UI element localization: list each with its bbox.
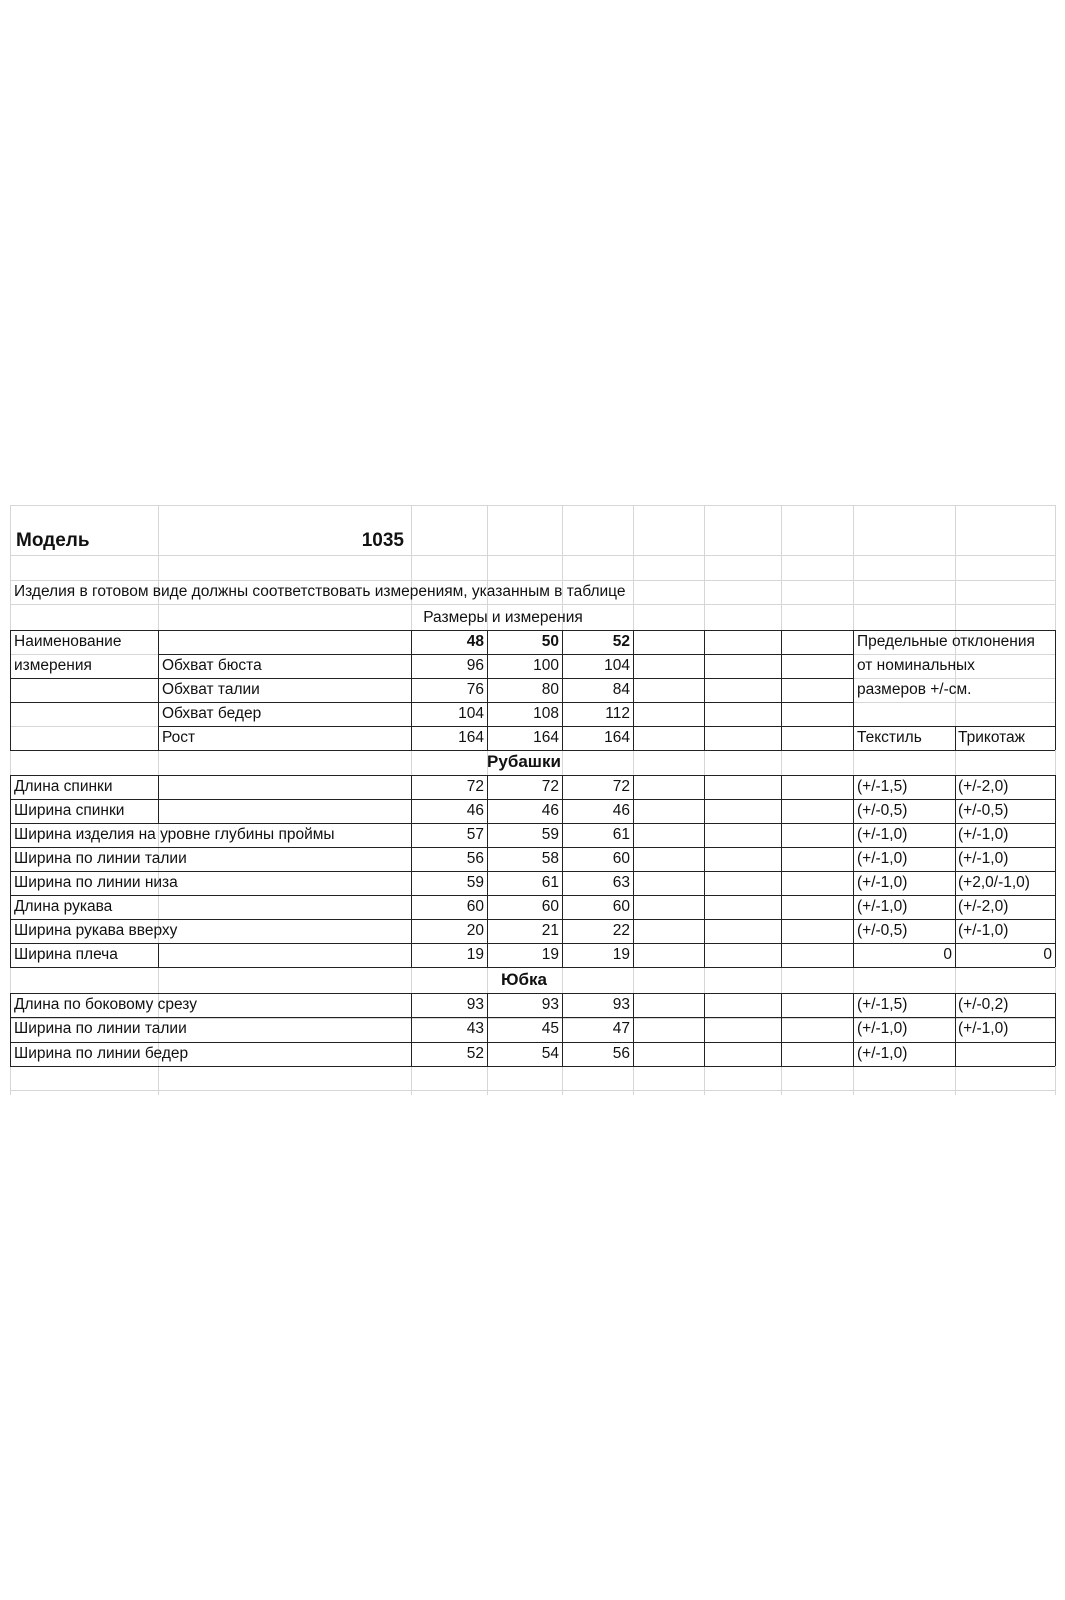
knit-tolerance: (+/-0,5): [958, 801, 1009, 819]
measure-row-label: Ширина спинки: [14, 801, 125, 819]
measure-row-label: Ширина по линии низа: [14, 873, 178, 891]
measure-row-value: 19: [466, 945, 484, 963]
measure-row-value: 61: [612, 825, 630, 843]
grid-line-vertical: [158, 943, 159, 967]
measure-row-value: 52: [466, 1044, 484, 1062]
size-column-header: 50: [541, 632, 559, 650]
grid-line-horizontal: [158, 726, 1055, 727]
measure-row-value: 45: [541, 1020, 559, 1038]
measure-row-value: 60: [541, 897, 559, 915]
body-measure-value: 164: [533, 728, 559, 746]
grid-line-vertical: [158, 775, 159, 799]
body-measure-value: 96: [466, 656, 484, 674]
grid-line-horizontal: [10, 943, 1055, 944]
measure-row-value: 63: [612, 873, 630, 891]
body-measure-value: 80: [541, 680, 559, 698]
measure-row-value: 46: [612, 801, 630, 819]
grid-line-horizontal: [10, 580, 1055, 581]
grid-line-vertical: [853, 630, 854, 750]
measure-row-label: Ширина по линии бедер: [14, 1044, 189, 1062]
grid-line-horizontal: [10, 967, 1055, 968]
knit-tolerance: (+/-0,2): [958, 995, 1009, 1013]
grid-line-horizontal: [10, 993, 1055, 994]
grid-line-horizontal: [10, 871, 1055, 872]
sizes-header: Размеры и измерения: [423, 608, 583, 626]
tolerance-header-line3: размеров +/-см.: [857, 680, 972, 698]
grid-line-horizontal: [10, 505, 1055, 506]
body-measure-value: 164: [458, 728, 484, 746]
model-number: 1035: [361, 530, 404, 551]
measure-row-label: Длина спинки: [14, 777, 113, 795]
body-measure-value: 100: [533, 656, 559, 674]
knit-tolerance: 0: [1043, 945, 1052, 963]
size-column-header: 48: [466, 632, 484, 650]
knit-tolerance: (+/-1,0): [958, 921, 1009, 939]
knit-header: Трикотаж: [958, 728, 1026, 746]
grid-line-vertical: [633, 630, 634, 750]
textile-tolerance: (+/-1,5): [857, 777, 908, 795]
textile-tolerance: (+/-1,0): [857, 1044, 908, 1062]
grid-line-horizontal: [10, 678, 853, 679]
measure-row-value: 60: [612, 849, 630, 867]
measure-row-value: 43: [466, 1020, 484, 1038]
grid-line-horizontal: [158, 654, 853, 655]
table-note: Изделия в готовом виде должны соответствовать измерениям, указанным в таблице: [14, 582, 626, 600]
measure-row-value: 20: [466, 921, 484, 939]
measure-row-value: 93: [612, 995, 630, 1013]
grid-line-vertical: [10, 630, 11, 750]
grid-line-vertical: [955, 726, 956, 750]
body-measure-value: 76: [466, 680, 484, 698]
measure-row-value: 72: [466, 777, 484, 795]
measure-row-value: 60: [612, 897, 630, 915]
grid-line-horizontal: [10, 1017, 1055, 1018]
measure-row-value: 61: [541, 873, 559, 891]
knit-tolerance: (+/-1,0): [958, 1020, 1009, 1038]
grid-line-horizontal: [10, 630, 1055, 631]
textile-tolerance: (+/-1,0): [857, 849, 908, 867]
grid-line-vertical: [853, 775, 854, 967]
knit-tolerance: (+/-1,0): [958, 849, 1009, 867]
header-name-line1: Наименование: [14, 632, 122, 650]
measure-row-value: 93: [541, 995, 559, 1013]
grid-line-horizontal: [10, 919, 1055, 920]
grid-line-horizontal: [10, 555, 1055, 556]
measure-row-label: Ширина плеча: [14, 945, 118, 963]
measure-row-value: 59: [541, 825, 559, 843]
knit-tolerance: (+/-1,0): [958, 825, 1009, 843]
body-measure-label: Обхват бюста: [162, 656, 262, 674]
body-measure-value: 164: [604, 728, 630, 746]
body-measure-label: Обхват талии: [162, 680, 260, 698]
tolerance-header-line1: Предельные отклонения: [857, 632, 1035, 650]
measure-row-label: Длина рукава: [14, 897, 113, 915]
measure-row-value: 19: [612, 945, 630, 963]
measure-row-label: Ширина изделия на уровне глубины проймы: [14, 825, 335, 843]
measure-row-value: 21: [541, 921, 559, 939]
body-measure-label: Рост: [162, 728, 196, 746]
grid-line-vertical: [704, 630, 705, 750]
grid-line-vertical: [10, 775, 11, 967]
measure-row-value: 47: [612, 1020, 630, 1038]
grid-line-vertical: [158, 799, 159, 823]
grid-line-vertical: [781, 630, 782, 750]
spreadsheet-size-table: [0, 505, 1065, 1095]
grid-line-vertical: [781, 775, 782, 967]
grid-line-vertical: [10, 993, 11, 1066]
grid-line-vertical: [633, 775, 634, 967]
measure-row-value: 57: [466, 825, 484, 843]
grid-line-horizontal: [10, 847, 1055, 848]
textile-tolerance: (+/-1,0): [857, 897, 908, 915]
measure-row-value: 56: [612, 1044, 630, 1062]
textile-tolerance: (+/-1,0): [857, 825, 908, 843]
textile-tolerance: (+/-0,5): [857, 801, 908, 819]
grid-line-horizontal: [10, 895, 1055, 896]
measure-row-label: Ширина по линии талии: [14, 849, 187, 867]
section-title: Юбка: [501, 970, 547, 989]
grid-line-vertical: [955, 775, 956, 967]
measure-row-value: 22: [612, 921, 630, 939]
grid-line-horizontal: [10, 1090, 1055, 1091]
body-measure-value: 104: [458, 704, 484, 722]
grid-line-horizontal: [10, 799, 1055, 800]
textile-tolerance: (+/-1,0): [857, 873, 908, 891]
grid-line-horizontal: [10, 1042, 1055, 1043]
grid-line-vertical: [1055, 630, 1056, 750]
grid-line-vertical: [158, 630, 159, 750]
grid-line-vertical: [1055, 993, 1056, 1066]
body-measure-value: 108: [533, 704, 559, 722]
grid-line-horizontal: [10, 604, 1055, 605]
body-measure-value: 104: [604, 656, 630, 674]
knit-tolerance: (+2,0/-1,0): [958, 873, 1030, 891]
model-label: Модель: [16, 530, 90, 551]
grid-line-horizontal: [10, 750, 1055, 751]
body-measure-value: 84: [612, 680, 630, 698]
measure-row-value: 60: [466, 897, 484, 915]
grid-line-horizontal: [10, 775, 1055, 776]
grid-line-vertical: [955, 993, 956, 1066]
measure-row-value: 72: [541, 777, 559, 795]
textile-tolerance: 0: [943, 945, 952, 963]
measure-row-value: 58: [541, 849, 559, 867]
measure-row-value: 59: [466, 873, 484, 891]
grid-line-vertical: [781, 993, 782, 1066]
grid-line-horizontal: [10, 1066, 1055, 1067]
grid-line-vertical: [704, 775, 705, 967]
measure-row-value: 93: [466, 995, 484, 1013]
grid-line-vertical: [704, 993, 705, 1066]
measure-row-value: 54: [541, 1044, 559, 1062]
textile-tolerance: (+/-1,0): [857, 1020, 908, 1038]
section-title: Рубашки: [487, 752, 561, 771]
measure-row-value: 56: [466, 849, 484, 867]
header-name-line2: измерения: [14, 656, 92, 674]
textile-tolerance: (+/-0,5): [857, 921, 908, 939]
grid-line-vertical: [853, 993, 854, 1066]
body-measure-label: Обхват бедер: [162, 704, 262, 722]
grid-line-vertical: [633, 993, 634, 1066]
measure-row-value: 46: [466, 801, 484, 819]
knit-tolerance: (+/-2,0): [958, 777, 1009, 795]
measure-row-label: Длина по боковому срезу: [14, 995, 197, 1013]
measure-row-value: 46: [541, 801, 559, 819]
grid-line-horizontal: [10, 823, 1055, 824]
tolerance-header-line2: от номинальных: [857, 656, 975, 674]
measure-row-value: 19: [541, 945, 559, 963]
body-measure-value: 112: [605, 704, 630, 722]
measure-row-label: Ширина по линии талии: [14, 1020, 187, 1038]
textile-header: Текстиль: [857, 728, 922, 746]
textile-tolerance: (+/-1,5): [857, 995, 908, 1013]
knit-tolerance: (+/-2,0): [958, 897, 1009, 915]
size-column-header: 52: [612, 632, 630, 650]
grid-line-horizontal: [10, 702, 853, 703]
measure-row-label: Ширина рукава вверху: [14, 921, 178, 939]
grid-line-vertical: [1055, 775, 1056, 967]
measure-row-value: 72: [612, 777, 630, 795]
